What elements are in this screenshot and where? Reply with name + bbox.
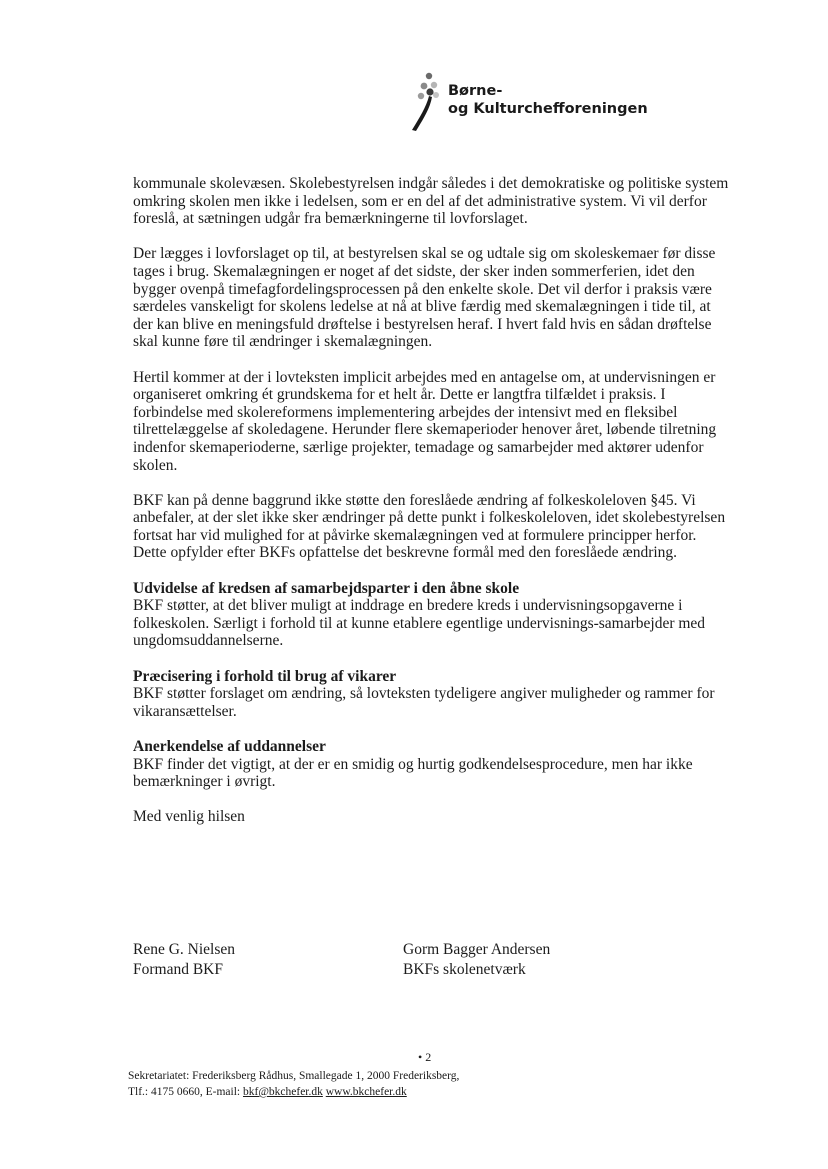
section-heading-substitutes: Præcisering i forhold til brug af vikarer [133,667,397,685]
closing-greeting: Med venlig hilsen [133,808,245,826]
paragraph-6: BKF støtter forslaget om ændring, så lovteksten tydeligere angiver muligheder og rammer for vikaransættelser. [133,685,715,720]
organization-logo [404,68,664,134]
paragraph-3: Hertil kommer at der i lovteksten implicit arbejdes med en antagelse om, at undervisningen er organiseret omkring ét grundskema for et helt år. Dette er langtfra tilfældet i praksis. I forbindelse med skolereformens implementering arbejdes der intensivt med en fleksibel tilrettelæggelse af skoledagene. Herunder flere skemaperioder henover året, løbende tilretning indenfor skemaperioderne, særlige projekter, temadage og samarbejder med aktører udenfor skolen. [133,368,717,474]
email-link[interactable]: bkf@bkchefer.dk [242,1086,323,1098]
section-heading-education-recognition: Anerkendelse af uddannelser [133,738,326,755]
signer-name-left: Rene G. Nielsen [133,941,236,958]
logo-figure-icon [404,68,448,134]
paragraph-1: kommunale skolevæsen. Skolebestyrelsen indgår således i det demokratiske og politiske system omkring skolen men ikke i ledelsen, som er en del af det administrative system. Vi vil derfor foreslå, at sætningen udgår fra bemærkningerne til lovforslaget. [133,175,729,228]
organization-name [448,82,648,118]
signature-left [133,940,235,980]
footer-address: Sekretariatet: Frederiksberg Rådhus, Smallegade 1, 2000 Frederiksberg, [128,1070,460,1082]
website-link[interactable]: www.bkchefer.dk [325,1086,407,1098]
signature-right [403,940,550,980]
paragraph-7: BKF finder det vigtigt, at der er en smidig og hurtig godkendelsesprocedure, men har ikke bemærkninger i øvrigt. [133,755,693,791]
signer-name-right: Gorm Bagger Andersen [403,941,551,958]
paragraph-2: Der lægges i lovforslaget op til, at bestyrelsen skal se og udtale sig om skoleskemaer før disse tages i brug. Skemalægningen er noget af det sidste, der sker inden sommerferien, idet den bygger ovenpå timefagfordelingsprocessen på den enkelte skole. Det vil derfor i praksis være særdeles vanskeligt for skolens ledelse at nå at blive færdig med skemalægningen i tide til, at der kan blive en meningsfuld drøftelse i bestyrelsen heraf. I hvert fald hvis en sådan drøftelse skal kunne føre til ændringer i skemalægningen. [133,245,716,351]
section-heading-open-school: Udvidelse af kredsen af samarbejdsparter i den åbne skole [133,579,520,597]
footer-phone-email-label: Tlf.: 4175 0660, E-mail: [128,1086,243,1098]
paragraph-5: BKF støtter, at det bliver muligt at inddrage en bredere kreds i undervisningsopgaverne i folkeskolen. Særligt i forhold til at kunne etablere egentlige undervisnings-samarbejder med ungdomsuddannelserne. [133,597,706,650]
letter-body [133,175,733,826]
page-number: • 2 [418,1050,432,1064]
signer-title-right: BKFs skolenetværk [403,961,526,978]
organization-name-line1: Børne- [448,83,503,99]
organization-name-line2: og Kulturchefforeningen [448,101,648,117]
footer-contact [128,1084,407,1100]
signer-title-left: Formand BKF [133,961,223,978]
paragraph-4: BKF kan på denne baggrund ikke støtte den foreslåede ændring af folkeskoleloven §45. Vi anbefaler, at der slet ikke sker ændringer på dette punkt i folkeskoleloven, idet skolebestyrelsen fortsat har vid mulighed for at påvirke skemalægningen ved at formulere principper herfor. Dette opfylder efter BKFs opfattelse det beskrevne formål med den foreslåede ændring. [133,491,726,562]
